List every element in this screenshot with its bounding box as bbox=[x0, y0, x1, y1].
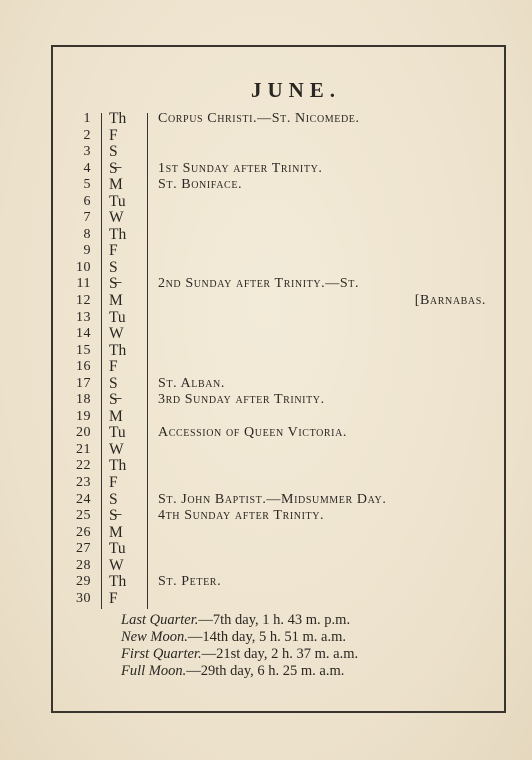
calendar-row bbox=[0, 161, 532, 178]
day-number: 21 bbox=[76, 441, 91, 457]
day-of-week: W bbox=[109, 556, 124, 574]
calendar-row bbox=[0, 508, 532, 525]
calendar-row bbox=[0, 376, 532, 393]
moon-phase-line bbox=[121, 646, 358, 663]
day-number: 27 bbox=[76, 541, 91, 557]
calendar-row bbox=[0, 194, 532, 211]
moon-phase-line bbox=[121, 612, 358, 629]
calendar-row bbox=[0, 409, 532, 426]
calendar-row bbox=[0, 392, 532, 409]
day-of-week: Tu bbox=[109, 540, 126, 558]
day-number: 13 bbox=[76, 309, 91, 325]
calendar-table bbox=[0, 111, 532, 607]
calendar-row bbox=[0, 227, 532, 244]
moon-phase-time: —29th day, 6 h. 25 m. a.m. bbox=[186, 663, 345, 679]
day-number: 30 bbox=[76, 590, 91, 606]
calendar-row bbox=[0, 475, 532, 492]
day-of-week: M bbox=[109, 176, 123, 194]
day-of-week: W bbox=[109, 325, 124, 343]
day-number: 20 bbox=[76, 425, 91, 441]
day-of-week: F bbox=[109, 474, 118, 492]
day-of-week: F bbox=[109, 126, 118, 144]
calendar-row bbox=[0, 591, 532, 608]
day-number: 26 bbox=[76, 524, 91, 540]
day-number: 5 bbox=[83, 177, 91, 193]
day-number: 24 bbox=[76, 491, 91, 507]
moon-phase-line bbox=[121, 663, 358, 680]
page-title: JUNE. bbox=[250, 78, 342, 102]
day-of-week: Tu bbox=[109, 192, 126, 210]
day-number: 11 bbox=[76, 276, 91, 292]
day-of-week: Th bbox=[109, 110, 127, 127]
observance-continuation: [Barnabas. bbox=[414, 293, 486, 309]
calendar-row bbox=[0, 177, 532, 194]
observance: St. John Baptist.—Midsummer Day. bbox=[158, 491, 387, 507]
moon-phase-time: —14th day, 5 h. 51 m. a.m. bbox=[187, 629, 346, 645]
observance: St. Boniface. bbox=[158, 177, 243, 193]
day-of-week: Th bbox=[109, 573, 127, 591]
day-of-week: F bbox=[109, 358, 118, 376]
day-of-week: S̶ bbox=[109, 391, 118, 409]
observance: 4th Sunday after Trinity. bbox=[158, 508, 325, 524]
day-of-week: Tu bbox=[109, 308, 126, 326]
calendar-row bbox=[0, 492, 532, 509]
day-number: 6 bbox=[83, 193, 91, 209]
day-number: 19 bbox=[76, 408, 91, 424]
moon-phase-time: —21st day, 2 h. 37 m. a.m. bbox=[201, 646, 359, 662]
calendar-row bbox=[0, 359, 532, 376]
day-number: 17 bbox=[76, 375, 91, 391]
day-of-week: Th bbox=[109, 457, 127, 475]
day-of-week: Th bbox=[109, 341, 127, 359]
moon-phases bbox=[121, 612, 358, 680]
calendar-row bbox=[0, 260, 532, 277]
moon-phase-label: First Quarter. bbox=[121, 646, 202, 662]
day-number: 4 bbox=[83, 160, 91, 176]
day-number: 22 bbox=[76, 458, 91, 474]
calendar-row bbox=[0, 425, 532, 442]
day-number: 3 bbox=[83, 144, 91, 160]
moon-phase-label: New Moon. bbox=[121, 629, 188, 645]
calendar-row bbox=[0, 144, 532, 161]
observance: 3rd Sunday after Trinity. bbox=[158, 392, 325, 408]
moon-phase-label: Last Quarter. bbox=[121, 612, 199, 628]
day-of-week: S̶ bbox=[109, 275, 118, 293]
day-number: 23 bbox=[76, 475, 91, 491]
day-number: 12 bbox=[76, 293, 91, 309]
moon-phase-line bbox=[121, 629, 358, 646]
calendar-row bbox=[0, 293, 532, 310]
day-of-week: S bbox=[109, 490, 118, 508]
day-of-week: S bbox=[109, 374, 118, 392]
observance: 1st Sunday after Trinity. bbox=[158, 160, 323, 176]
day-of-week: M bbox=[109, 523, 123, 541]
day-number: 29 bbox=[76, 574, 91, 590]
calendar-row bbox=[0, 343, 532, 360]
day-number: 1 bbox=[83, 111, 91, 126]
calendar-row bbox=[0, 243, 532, 260]
observance: St. Peter. bbox=[158, 574, 222, 590]
day-of-week: M bbox=[109, 292, 123, 310]
day-of-week: M bbox=[109, 407, 123, 425]
day-of-week: S̶ bbox=[109, 159, 118, 177]
calendar-row bbox=[0, 310, 532, 327]
moon-phase-time: —7th day, 1 h. 43 m. p.m. bbox=[198, 612, 351, 628]
day-of-week: S bbox=[109, 258, 118, 276]
day-number: 14 bbox=[76, 326, 91, 342]
day-number: 15 bbox=[76, 342, 91, 358]
calendar-row bbox=[0, 128, 532, 145]
day-number: 2 bbox=[83, 127, 91, 143]
day-of-week: S̶ bbox=[109, 507, 118, 525]
observance: St. Alban. bbox=[158, 375, 225, 391]
observance: Corpus Christi.—St. Nicomede. bbox=[158, 111, 360, 126]
calendar-row bbox=[0, 558, 532, 575]
calendar-row bbox=[0, 458, 532, 475]
day-number: 10 bbox=[76, 259, 91, 275]
calendar-row bbox=[0, 276, 532, 293]
moon-phase-label: Full Moon. bbox=[121, 663, 187, 679]
day-of-week: Tu bbox=[109, 424, 126, 442]
day-of-week: S bbox=[109, 143, 118, 161]
day-number: 8 bbox=[83, 226, 91, 242]
day-number: 9 bbox=[83, 243, 91, 259]
day-number: 28 bbox=[76, 557, 91, 573]
calendar-row bbox=[0, 442, 532, 459]
day-of-week: F bbox=[109, 589, 118, 607]
day-of-week: F bbox=[109, 242, 118, 260]
day-number: 16 bbox=[76, 359, 91, 375]
calendar-row bbox=[0, 541, 532, 558]
calendar-row bbox=[0, 326, 532, 343]
day-number: 18 bbox=[76, 392, 91, 408]
calendar-row bbox=[0, 574, 532, 591]
day-of-week: W bbox=[109, 209, 124, 227]
day-of-week: W bbox=[109, 440, 124, 458]
observance: Accession of Queen Victoria. bbox=[158, 425, 348, 441]
day-of-week: Th bbox=[109, 225, 127, 243]
day-number: 25 bbox=[76, 508, 91, 524]
day-number: 7 bbox=[83, 210, 91, 226]
observance: 2nd Sunday after Trinity.—St. bbox=[158, 276, 360, 292]
calendar-row bbox=[0, 111, 532, 128]
calendar-row bbox=[0, 525, 532, 542]
calendar-row bbox=[0, 210, 532, 227]
